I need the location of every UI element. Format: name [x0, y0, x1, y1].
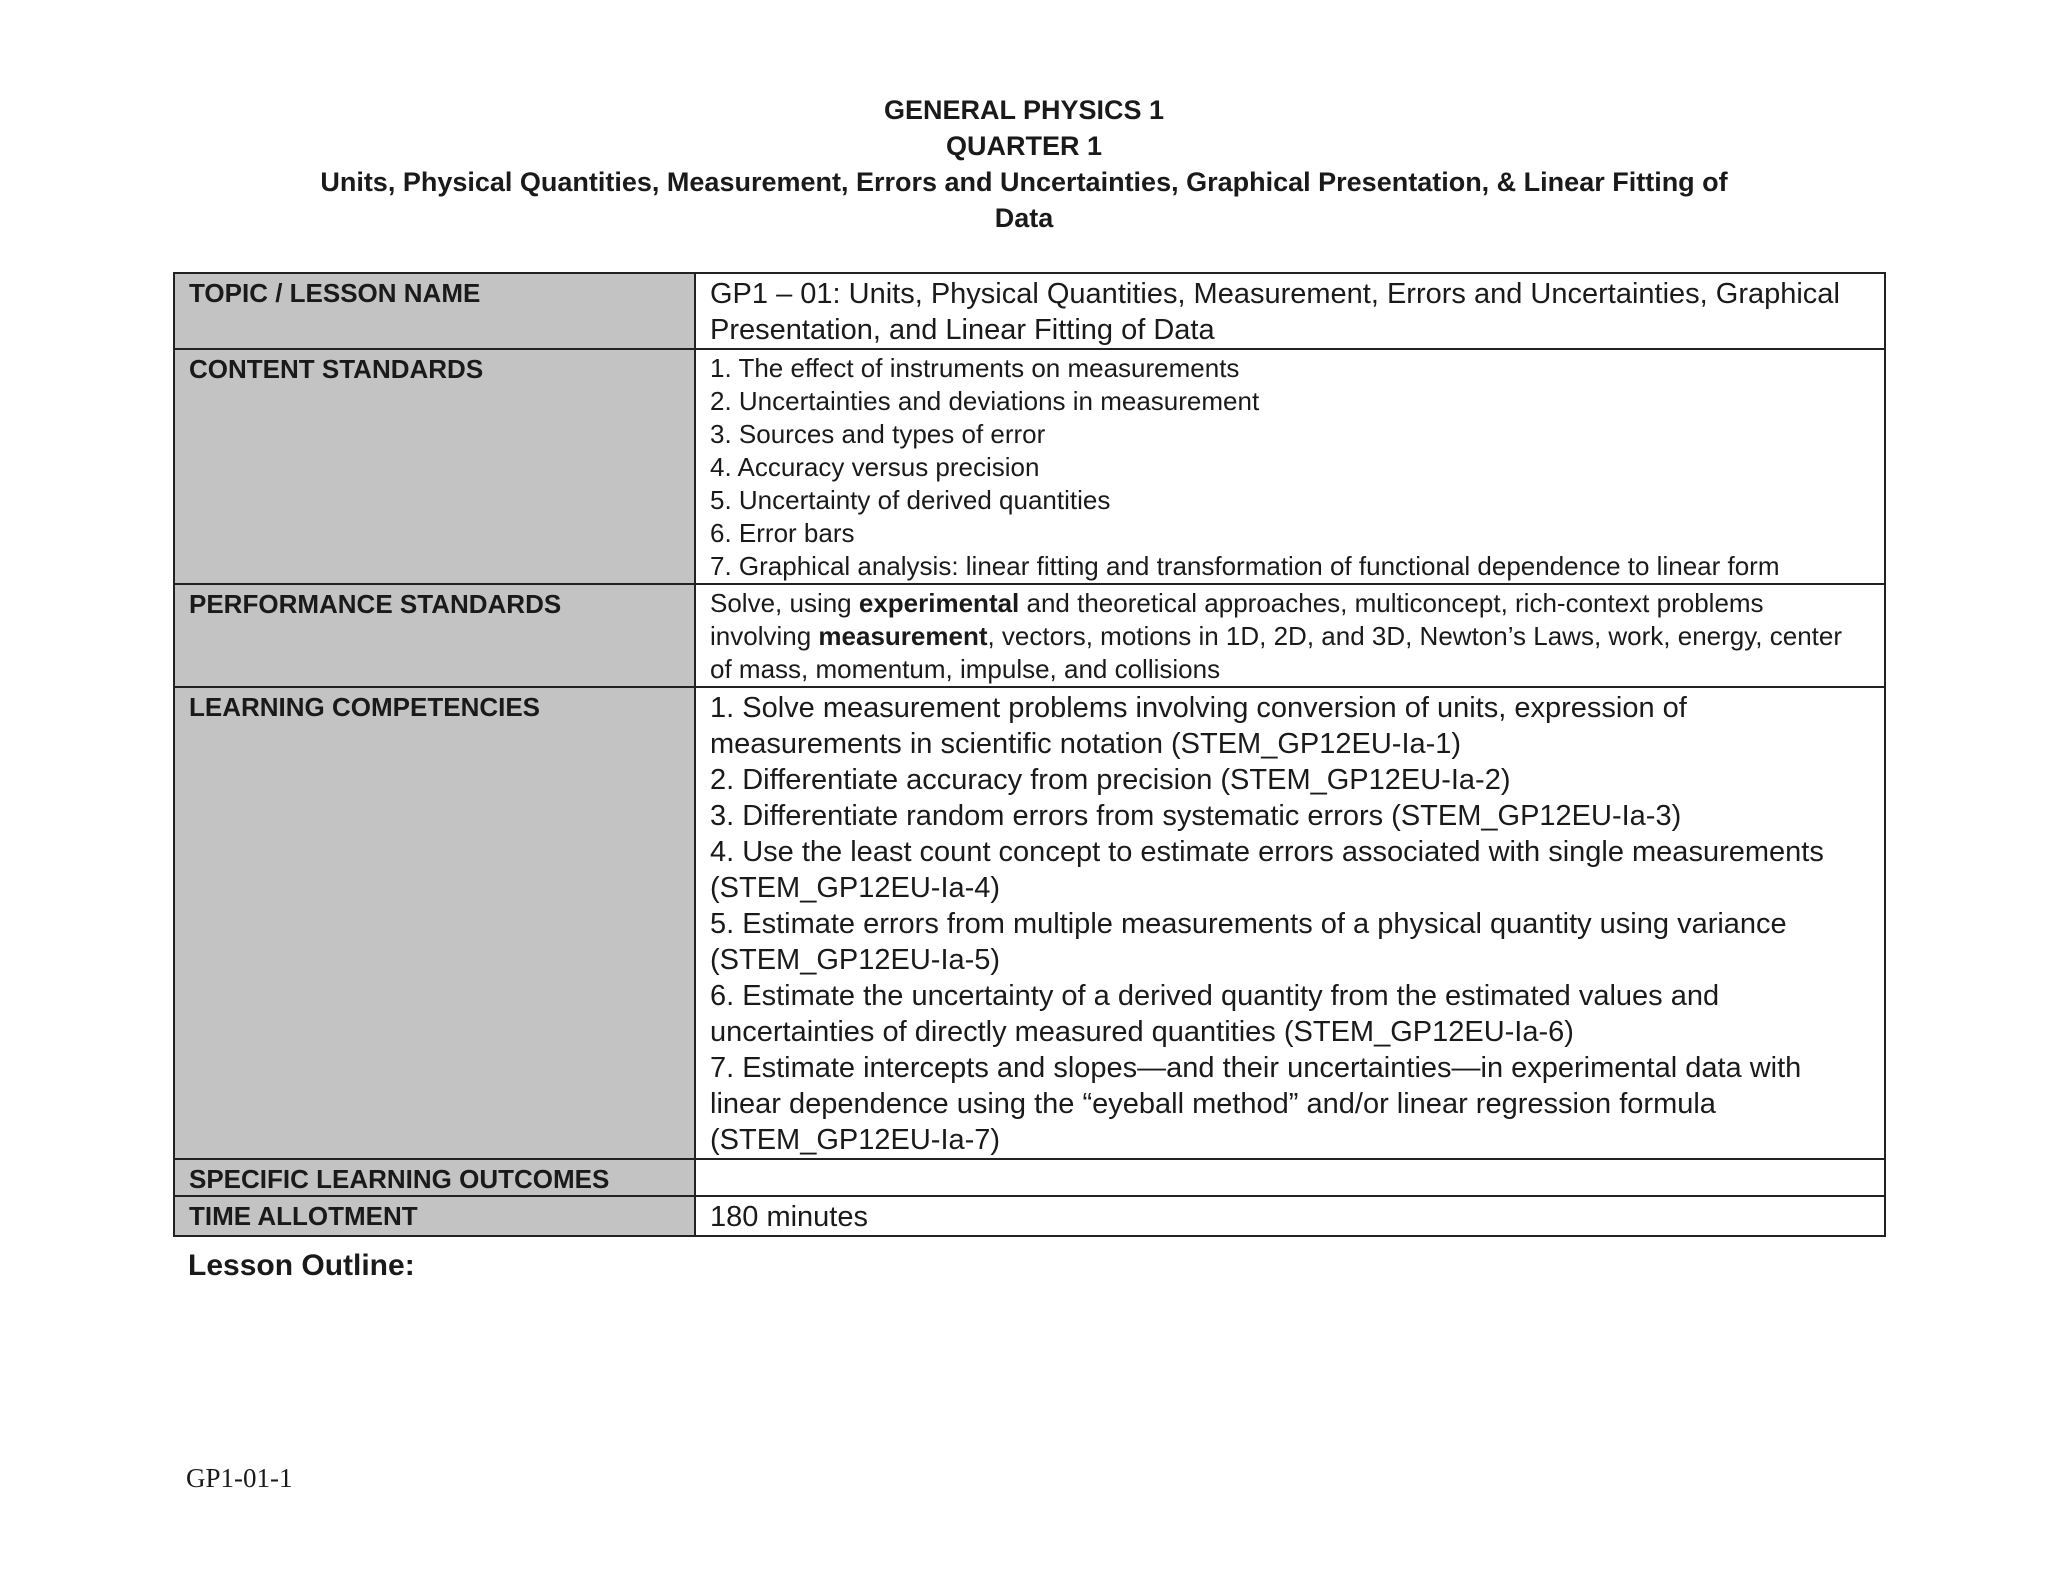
- page-footer-code: GP1-01-1: [186, 1463, 293, 1493]
- lesson-table: [173, 272, 1886, 1237]
- topic-value: GP1 – 01: Units, Physical Quantities, Measurement, Errors and Uncertainties, Graphical Presentation, and Linear Fitting of Data: [695, 273, 1885, 349]
- unit-title-continued: Data: [994, 203, 1054, 233]
- competency-item: 5. Estimate errors from multiple measurements of a physical quantity using variance (STEM_GP12EU-Ia-5): [710, 908, 1787, 976]
- performance-bold-measurement: measurement: [818, 621, 988, 651]
- row-time-allotment: [174, 1196, 1885, 1236]
- time-allotment-value: 180 minutes: [695, 1196, 1885, 1236]
- competency-item: 2. Differentiate accuracy from precision (STEM_GP12EU-Ia-2): [710, 764, 1511, 796]
- performance-standards-text: [695, 584, 1885, 687]
- performance-standards-label: PERFORMANCE STANDARDS: [174, 584, 695, 687]
- performance-bold-experimental: experimental: [858, 588, 1020, 618]
- course-title: GENERAL PHYSICS 1: [883, 95, 1165, 125]
- specific-outcomes-value: [695, 1159, 1885, 1196]
- performance-text-part: and theoretical approaches, multiconcept, rich-context problems involving: [710, 588, 1764, 651]
- learning-competencies-label: LEARNING COMPETENCIES: [174, 687, 695, 1159]
- document-header: [200, 92, 1848, 236]
- content-standard-item: 6. Error bars: [710, 518, 855, 548]
- specific-outcomes-label: SPECIFIC LEARNING OUTCOMES: [174, 1159, 695, 1196]
- competency-item: 1. Solve measurement problems involving conversion of units, expression of measurements in scientific notation (STEM_GP12EU-Ia-1): [710, 692, 1687, 760]
- row-topic: [174, 273, 1885, 349]
- lesson-outline-heading: Lesson Outline:: [188, 1249, 415, 1282]
- performance-text-part: Solve, using: [710, 588, 859, 618]
- row-learning-competencies: [174, 687, 1885, 1159]
- row-performance-standards: [174, 584, 1885, 687]
- time-allotment-label: TIME ALLOTMENT: [174, 1196, 695, 1236]
- topic-label: TOPIC / LESSON NAME: [174, 273, 695, 349]
- competency-item: 3. Differentiate random errors from systematic errors (STEM_GP12EU-Ia-3): [710, 800, 1682, 832]
- content-standard-item: 3. Sources and types of error: [710, 419, 1046, 449]
- learning-competencies-list: [695, 687, 1885, 1159]
- content-standard-item: 5. Uncertainty of derived quantities: [710, 485, 1111, 515]
- row-specific-outcomes: [174, 1159, 1885, 1196]
- competency-item: 7. Estimate intercepts and slopes—and their uncertainties—in experimental data with linear dependence using the “eyeball method” and/or linear regression formula (STEM_GP12EU-Ia-7): [710, 1052, 1802, 1156]
- content-standard-item: 4. Accuracy versus precision: [710, 452, 1040, 482]
- content-standards-label: CONTENT STANDARDS: [174, 349, 695, 584]
- performance-text-part: , vectors, motions in 1D, 2D, and 3D, Newton’s Laws, work, energy, center of mass, momentum, impulse, and collisions: [710, 621, 1843, 684]
- unit-title: Units, Physical Quantities, Measurement, Errors and Uncertainties, Graphical Presentation, & Linear Fitting of: [320, 167, 1728, 197]
- row-content-standards: [174, 349, 1885, 584]
- content-standard-item: 7. Graphical analysis: linear fitting and transformation of functional dependence to linear form: [710, 551, 1780, 581]
- competency-item: 6. Estimate the uncertainty of a derived quantity from the estimated values and uncertainties of directly measured quantities (STEM_GP12EU-Ia-6): [710, 980, 1720, 1048]
- content-standard-item: 1. The effect of instruments on measurements: [710, 353, 1240, 383]
- competency-item: 4. Use the least count concept to estimate errors associated with single measurements (STEM_GP12EU-Ia-4): [710, 836, 1824, 904]
- quarter-title: QUARTER 1: [945, 131, 1102, 161]
- content-standard-item: 2. Uncertainties and deviations in measurement: [710, 386, 1260, 416]
- content-standards-list: [695, 349, 1885, 584]
